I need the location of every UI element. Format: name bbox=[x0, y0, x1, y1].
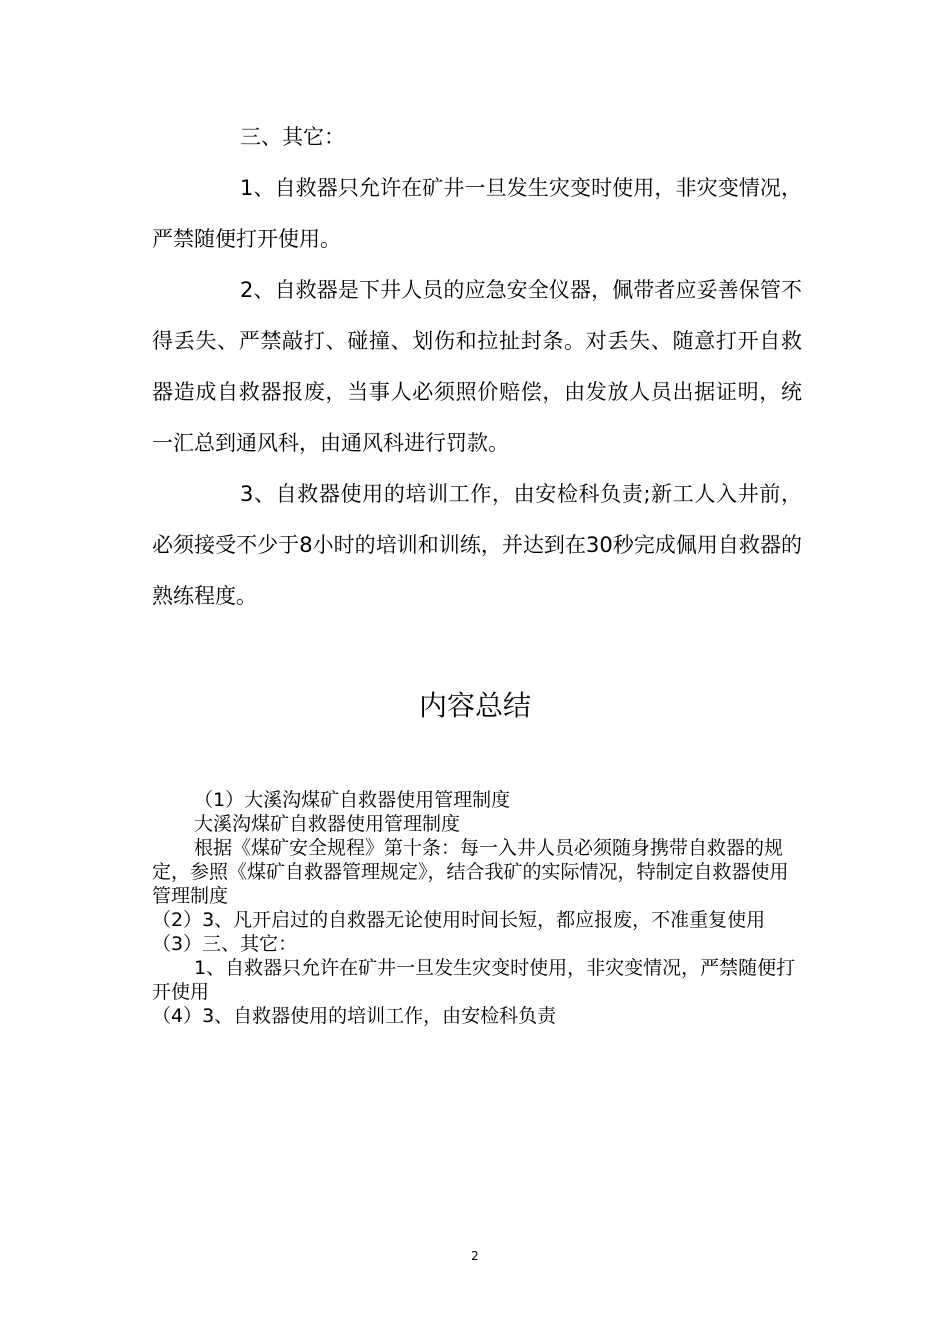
summary-line-4: （2）3、凡开启过的自救器无论使用时间长短，都应报废，不准重复使用 bbox=[152, 909, 766, 931]
body-section bbox=[152, 112, 802, 622]
summary-line-1: （1）大溪沟煤矿自救器使用管理制度 bbox=[194, 789, 511, 811]
paragraph-item-1: 1、自救器只允许在矿井一旦发生灾变时使用，非灾变情况，严禁随便打开使用。 bbox=[152, 176, 802, 251]
page-number: 2 bbox=[471, 1249, 479, 1263]
summary-line-2: 大溪沟煤矿自救器使用管理制度 bbox=[194, 813, 461, 835]
summary-line-3: 根据《煤矿安全规程》第十条：每一入井人员必须随身携带自救器的规定，参照《煤矿自救器管理规定》，结合我矿的实际情况，特制定自救器使用管理制度 bbox=[152, 837, 789, 907]
section-heading: 三、其它： bbox=[240, 125, 345, 149]
summary-section bbox=[152, 788, 800, 1028]
summary-line-5: （3）三、其它： bbox=[152, 933, 298, 955]
summary-title: 内容总结 bbox=[418, 689, 531, 722]
summary-line-7: （4）3、自救器使用的培训工作，由安检科负责 bbox=[152, 1005, 557, 1027]
paragraph-item-3: 3、自救器使用的培训工作，由安检科负责;新工人入井前，必须接受不少于8小时的培训和训练，并达到在30秒完成佩用自救器的熟练程度。 bbox=[152, 482, 802, 608]
summary-line-6: 1、自救器只允许在矿井一旦发生灾变时使用，非灾变情况，严禁随便打开使用 bbox=[152, 957, 796, 1003]
paragraph-item-2: 2、自救器是下井人员的应急安全仪器，佩带者应妥善保管不得丢失、严禁敲打、碰撞、划伤和拉扯封条。对丢失、随意打开自救器造成自救器报废，当事人必须照价赔偿，由发放人员出据证明，统一汇总到通风科，由通风科进行罚款。 bbox=[152, 278, 802, 455]
